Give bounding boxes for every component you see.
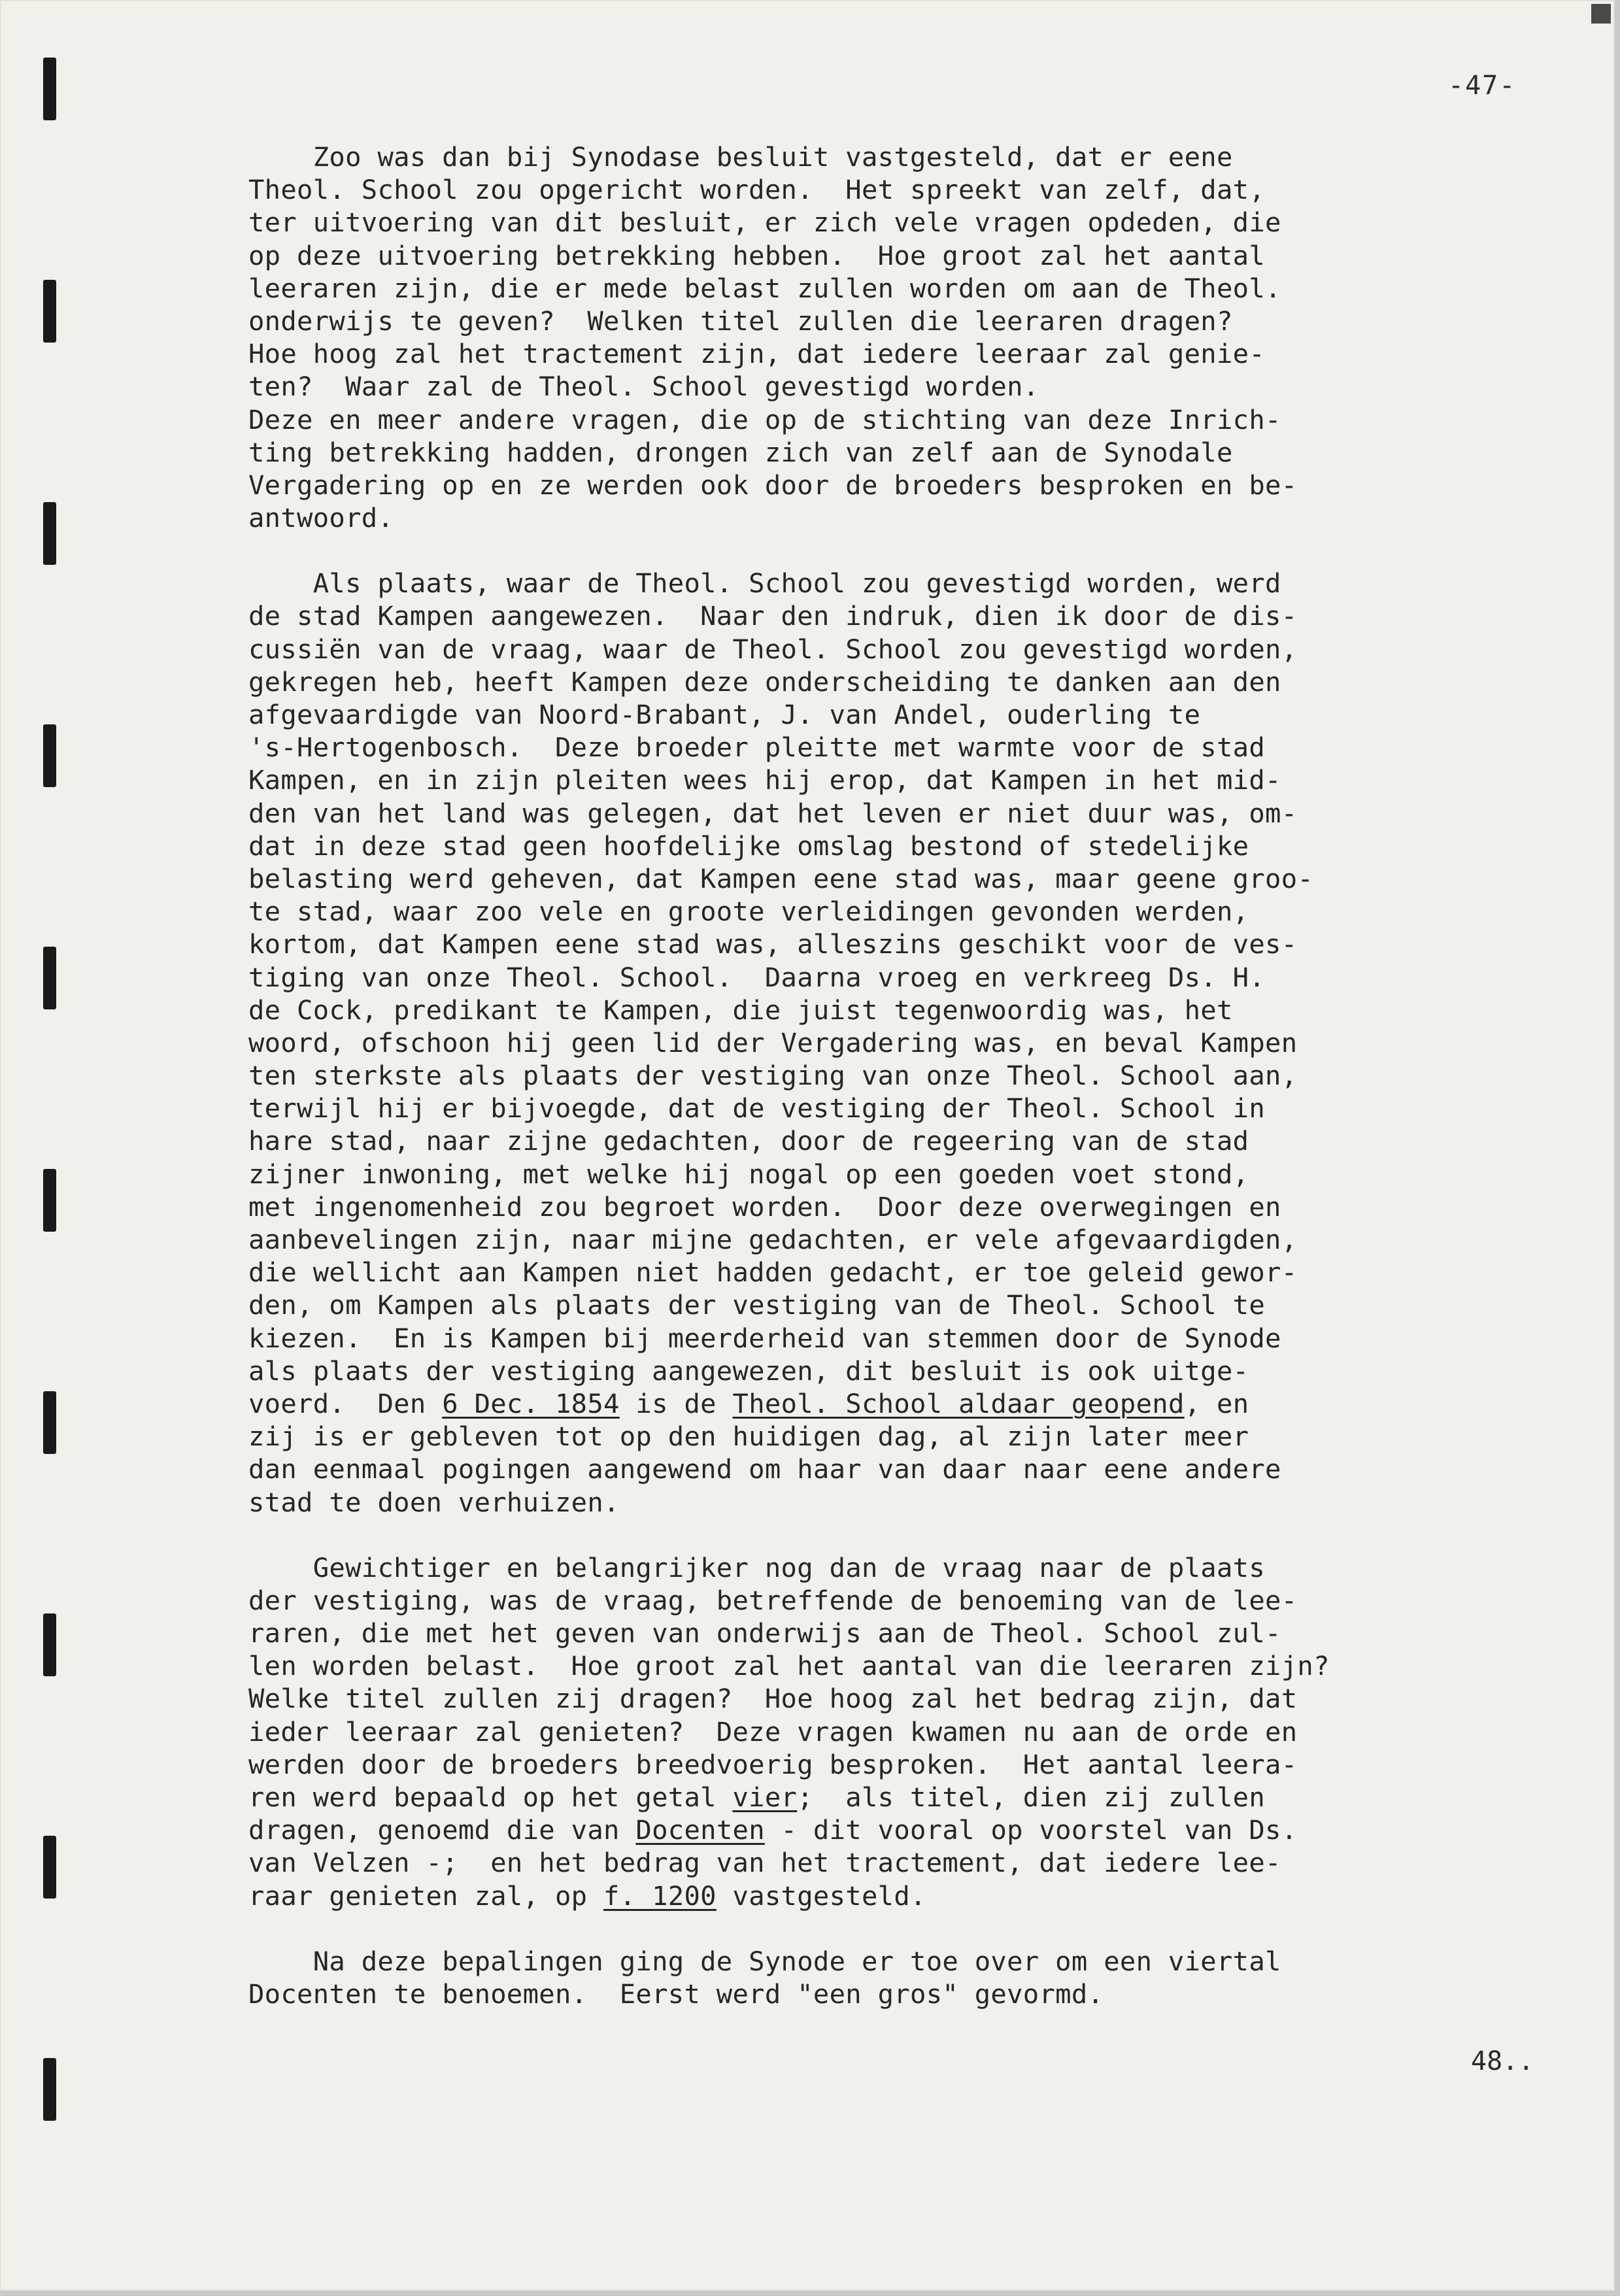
paragraph <box>248 567 1582 1518</box>
text-line: ren werd bepaald op het getal vier; als titel, dien zij zullen <box>248 1781 1266 1813</box>
text-line: der vestiging, was de vraag, betreffende de benoeming van de lee- <box>248 1584 1298 1616</box>
binding-hole <box>43 58 56 120</box>
text-line: ten sterkste als plaats der vestiging van onze Theol. School aan, <box>248 1060 1298 1092</box>
text-line: ting betrekking hadden, drongen zich van zelf aan de Synodale <box>248 436 1233 468</box>
text-line: Na deze bepalingen ging de Synode er toe over om een viertal <box>248 1945 1281 1977</box>
binding-hole <box>43 502 56 565</box>
text-line: Zoo was dan bij Synodase besluit vastgesteld, dat er eene <box>248 141 1233 173</box>
text-line: Theol. School zou opgericht worden. Het spreekt van zelf, dat, <box>248 174 1266 206</box>
text-line: den van het land was gelegen, dat het leven er niet duur was, om- <box>248 797 1298 829</box>
text-line: zijner inwoning, met welke hij nogal op een goeden voet stond, <box>248 1158 1249 1190</box>
text-line: als plaats der vestiging aangewezen, dit besluit is ook uitge- <box>248 1355 1249 1387</box>
text-line: den, om Kampen als plaats der vestiging van de Theol. School te <box>248 1289 1266 1321</box>
text-line: leeraren zijn, die er mede belast zullen worden om aan de Theol. <box>248 272 1281 304</box>
binding-hole <box>43 280 56 343</box>
text-line: Docenten te benoemen. Eerst werd "een gros" gevormd. <box>248 1978 1104 2010</box>
underlined-text: 6 Dec. 1854 <box>442 1387 620 1419</box>
text-line: 's-Hertogenbosch. Deze broeder pleitte met warmte voor de stad <box>248 732 1266 764</box>
text-line: van Velzen -; en het bedrag van het tractement, dat iedere lee- <box>248 1847 1281 1879</box>
scan-corner-mark <box>1591 4 1611 24</box>
text-line: de stad Kampen aangewezen. Naar den indruk, dien ik door de dis- <box>248 600 1298 632</box>
next-page-reference: 48.. <box>1471 2046 1534 2076</box>
binding-hole <box>43 1613 56 1676</box>
text-line: met ingenomenheid zou begroet worden. Door deze overwegingen en <box>248 1190 1281 1223</box>
binding-hole <box>43 1169 56 1232</box>
text-line: Kampen, en in zijn pleiten wees hij erop, dat Kampen in het mid- <box>248 764 1281 796</box>
typewritten-body <box>248 141 1582 2043</box>
text-line: voerd. Den 6 Dec. 1854 is de Theol. School aldaar geopend, en <box>248 1387 1249 1419</box>
binding-hole <box>43 1391 56 1454</box>
text-line: Gewichtiger en belangrijker nog dan de vraag naar de plaats <box>248 1551 1266 1583</box>
text-line: afgevaardigde van Noord-Brabant, J. van Andel, ouderling te <box>248 699 1201 730</box>
text-line: raren, die met het geven van onderwijs aan de Theol. School zul- <box>248 1617 1281 1649</box>
text-line: werden door de broeders breedvoerig besproken. Het aantal leera- <box>248 1748 1298 1780</box>
text-line: ter uitvoering van dit besluit, er zich vele vragen opdeden, die <box>248 207 1281 239</box>
underlined-text: Theol. School aldaar geopend <box>732 1387 1185 1419</box>
text-line: Hoe hoog zal het tractement zijn, dat iedere leeraar zal genie- <box>248 338 1266 370</box>
text-line: Als plaats, waar de Theol. School zou gevestigd worden, werd <box>248 567 1281 599</box>
underlined-text: f. 1200 <box>603 1880 717 1912</box>
text-line: Vergadering op en ze werden ook door de broeders besproken en be- <box>248 469 1298 501</box>
paragraph <box>248 1551 1582 1912</box>
underlined-text: Docenten <box>635 1814 765 1846</box>
binding-hole <box>43 947 56 1009</box>
text-line: die wellicht aan Kampen niet hadden gedacht, er toe geleid gewor- <box>248 1257 1298 1289</box>
text-line: belasting werd geheven, dat Kampen eene stad was, maar geene groo- <box>248 862 1314 894</box>
text-line: ieder leeraar zal genieten? Deze vragen kwamen nu aan de orde en <box>248 1715 1298 1747</box>
text-line: tiging van onze Theol. School. Daarna vroeg en verkreeg Ds. H. <box>248 961 1266 993</box>
binding-hole <box>43 1836 56 1899</box>
text-line: zij is er gebleven tot op den huidigen dag, al zijn later meer <box>248 1421 1249 1453</box>
text-line: woord, ofschoon hij geen lid der Vergadering was, en beval Kampen <box>248 1026 1298 1058</box>
text-line: stad te doen verhuizen. <box>248 1486 620 1518</box>
text-line: Deze en meer andere vragen, die op de stichting van deze Inrich- <box>248 403 1281 435</box>
underlined-text: vier <box>732 1781 798 1813</box>
text-line: kiezen. En is Kampen bij meerderheid van stemmen door de Synode <box>248 1322 1281 1354</box>
text-line: gekregen heb, heeft Kampen deze onderscheiding te danken aan den <box>248 666 1281 698</box>
text-line: aanbevelingen zijn, naar mijne gedachten, er vele afgevaardigden, <box>248 1224 1298 1255</box>
text-line: dan eenmaal pogingen aangewend om haar van daar naar eene andere <box>248 1453 1281 1485</box>
text-line: terwijl hij er bijvoegde, dat de vestiging der Theol. School in <box>248 1092 1266 1124</box>
text-line: Welke titel zullen zij dragen? Hoe hoog zal het bedrag zijn, dat <box>248 1683 1298 1715</box>
paragraph <box>248 141 1582 534</box>
text-line: dragen, genoemd die van Docenten - dit vooral op voorstel van Ds. <box>248 1814 1298 1846</box>
text-line: antwoord. <box>248 502 394 534</box>
text-line: de Cock, predikant te Kampen, die juist tegenwoordig was, het <box>248 994 1233 1026</box>
text-line: dat in deze stad geen hoofdelijke omslag bestond of stedelijke <box>248 830 1249 862</box>
text-line: len worden belast. Hoe groot zal het aantal van die leeraren zijn? <box>248 1650 1330 1682</box>
page-number: -47- <box>1448 71 1517 101</box>
text-line: op deze uitvoering betrekking hebben. Hoe groot zal het aantal <box>248 239 1266 271</box>
text-line: onderwijs te geven? Welken titel zullen die leeraren dragen? <box>248 305 1233 337</box>
text-line: kortom, dat Kampen eene stad was, alleszins geschikt voor de ves- <box>248 928 1298 960</box>
text-line: ten? Waar zal de Theol. School gevestigd worden. <box>248 371 1039 403</box>
text-line: raar genieten zal, op f. 1200 vastgesteld. <box>248 1880 926 1912</box>
binding-hole <box>43 2058 56 2121</box>
text-line: cussiën van de vraag, waar de Theol. School zou gevestigd worden, <box>248 633 1298 665</box>
paragraph <box>248 1945 1582 2010</box>
binding-hole <box>43 724 56 787</box>
text-line: hare stad, naar zijne gedachten, door de regeering van de stad <box>248 1125 1249 1157</box>
text-line: te stad, waar zoo vele en groote verleidingen gevonden werden, <box>248 896 1249 928</box>
